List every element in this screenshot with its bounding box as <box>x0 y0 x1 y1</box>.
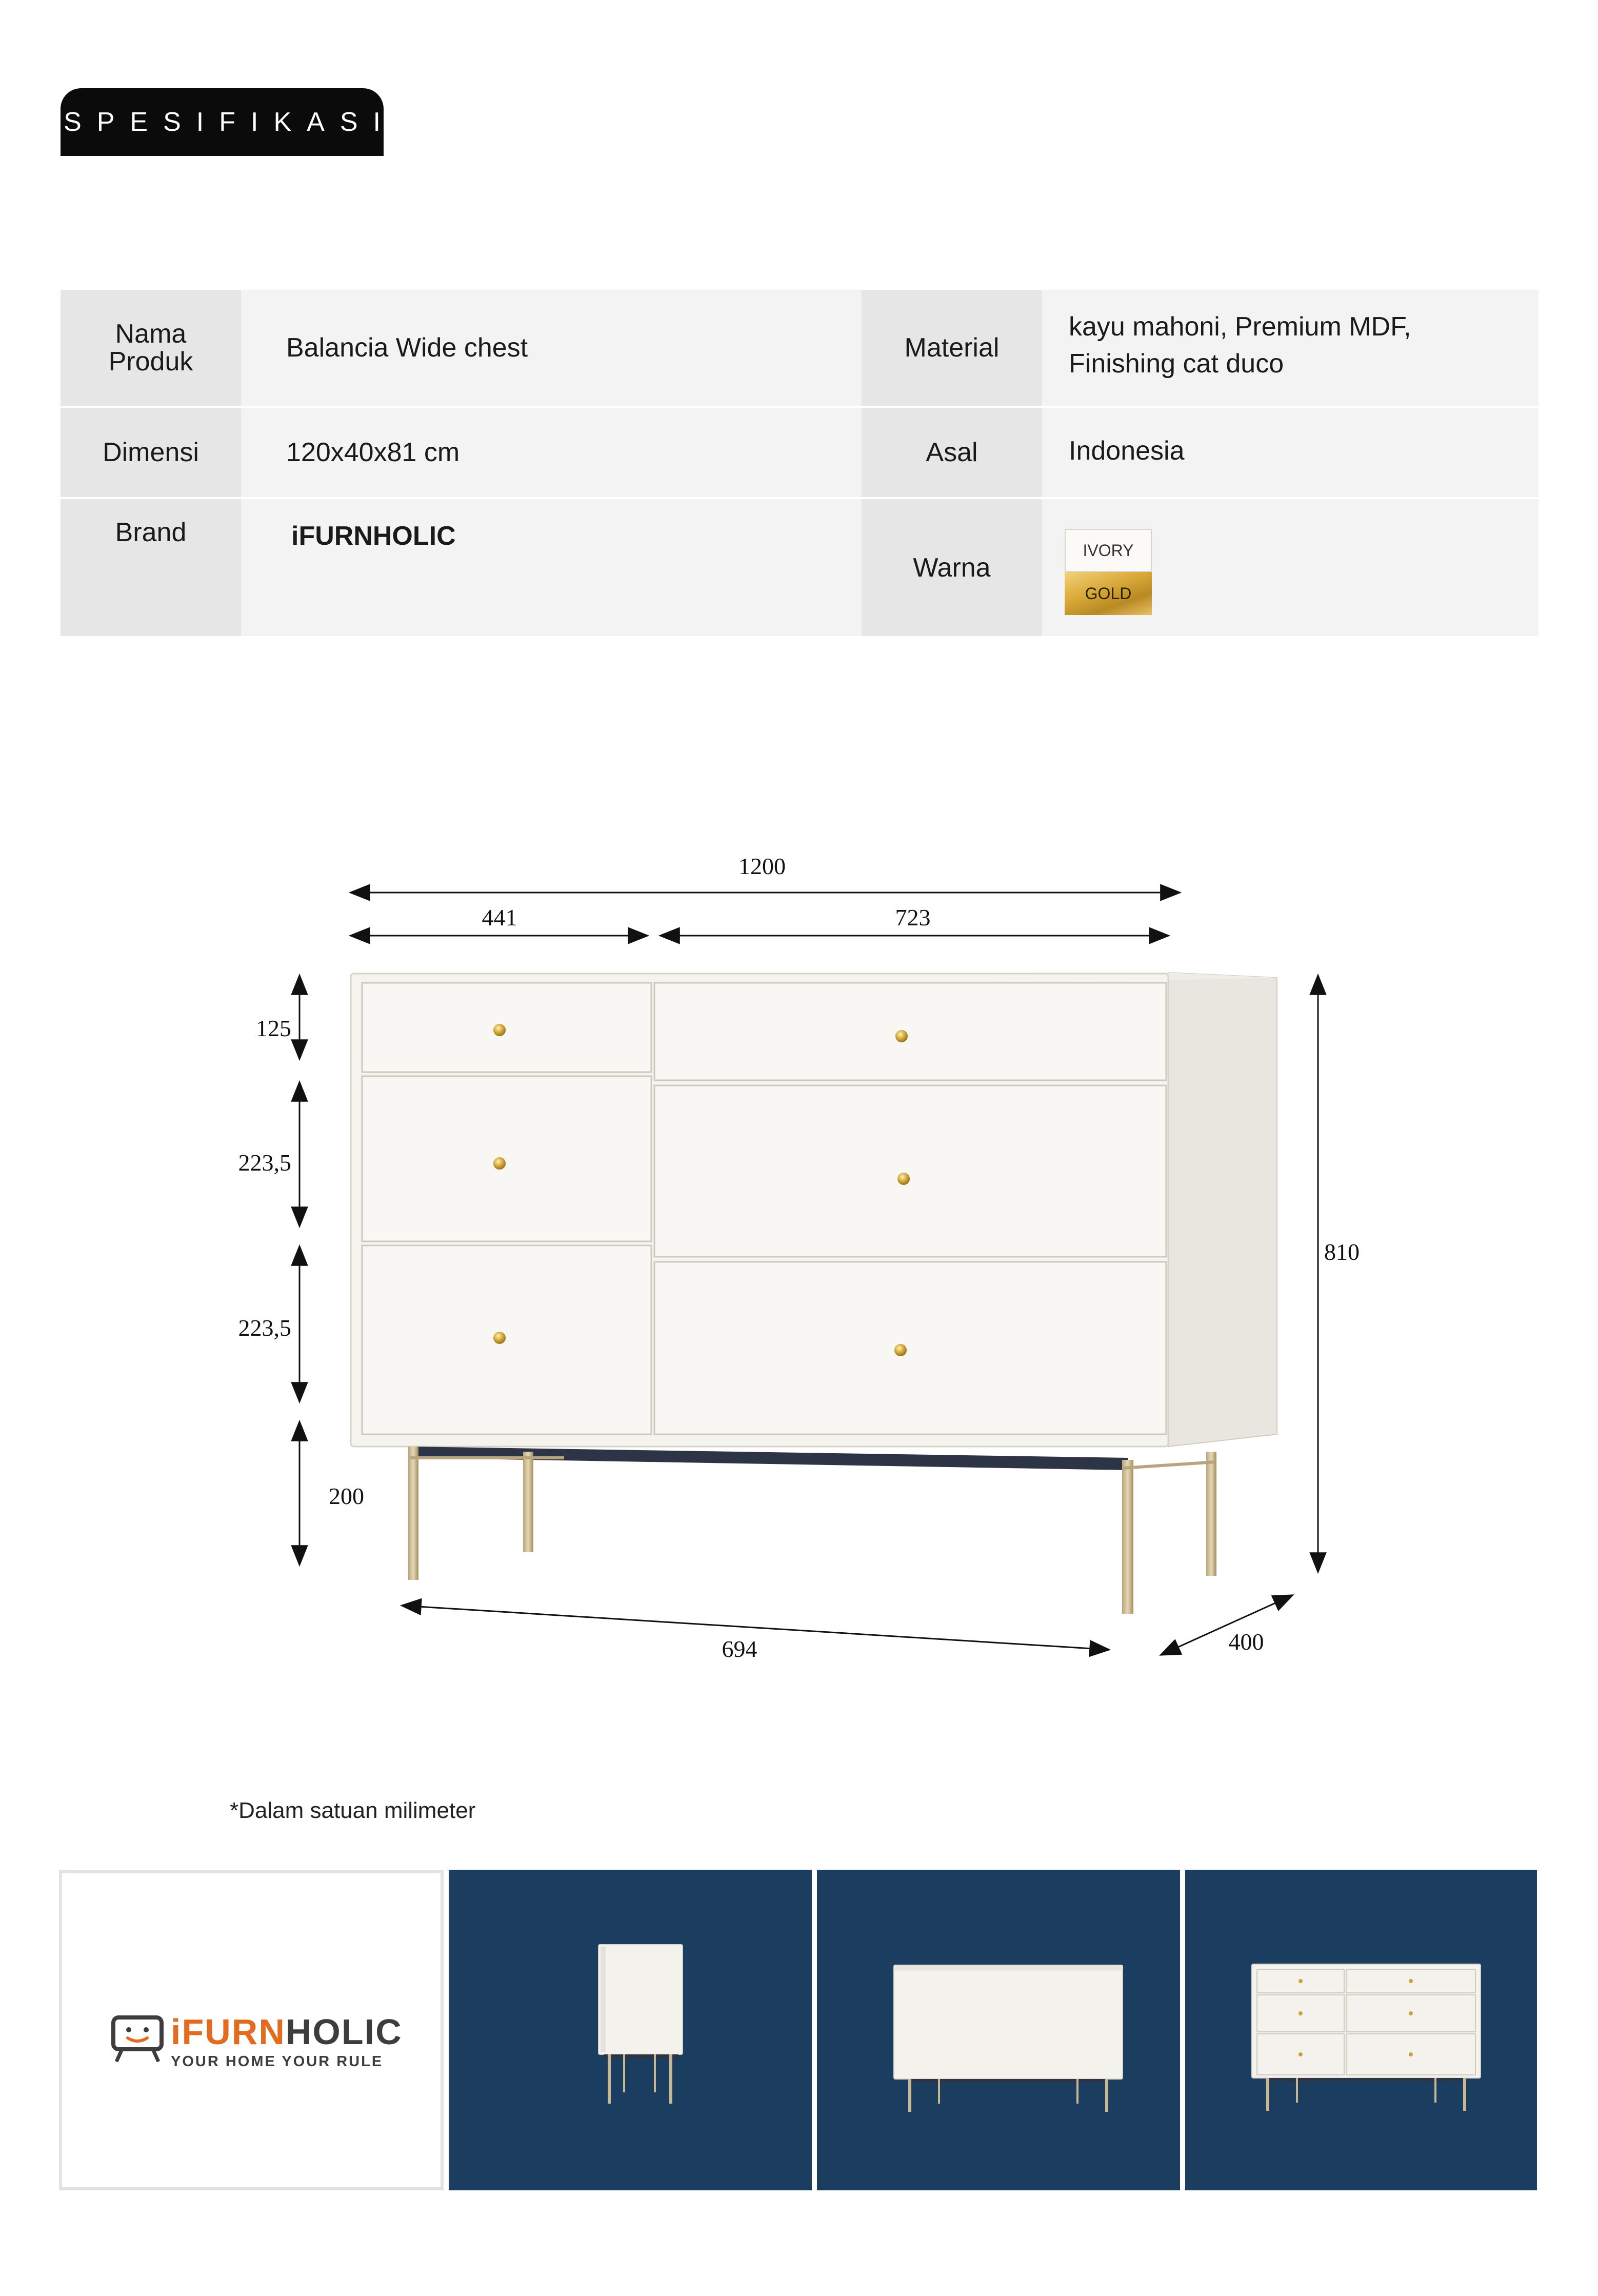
spec-value-brand: iFURNHOLIC <box>241 499 862 636</box>
color-ivory: IVORY <box>1065 529 1152 572</box>
spec-label-material: Material <box>862 290 1042 406</box>
dim-total-height: 810 <box>1324 1239 1360 1265</box>
spec-value-origin: Indonesia <box>1042 408 1539 497</box>
section-title: SPESIFIKASI <box>64 107 396 137</box>
spec-label-color: Warna <box>862 499 1042 636</box>
spec-value-material: kayu mahoni, Premium MDF, Finishing cat duco <box>1042 290 1539 406</box>
spec-label-origin: Asal <box>862 408 1042 497</box>
dim-top-drawer: 125 <box>256 1015 291 1041</box>
tv-icon <box>109 2013 166 2065</box>
brand-name: iFURNHOLIC <box>171 2012 403 2052</box>
brand-tagline: YOUR HOME YOUR RULE <box>171 2053 384 2070</box>
back-view-image <box>817 1870 1180 2190</box>
dim-base-width: 694 <box>722 1636 757 1662</box>
spec-value-product-name: Balancia Wide chest <box>241 290 862 406</box>
spec-label-dimension: Dimensi <box>61 408 241 497</box>
dimension-diagram <box>0 810 1598 1683</box>
unit-note: *Dalam satuan milimeter <box>230 1798 476 1823</box>
brand-logo-box <box>59 1870 444 2190</box>
color-swatch <box>1065 529 1152 615</box>
dim-right-width: 723 <box>895 904 931 931</box>
spec-value-dimension: 120x40x81 cm <box>241 408 862 497</box>
dim-total-width: 1200 <box>738 853 786 879</box>
color-gold: GOLD <box>1065 572 1152 615</box>
spec-label-brand: Brand <box>61 499 241 636</box>
side-view-image <box>449 1870 812 2190</box>
product-view-front <box>1185 1870 1537 2190</box>
product-views-strip <box>59 1870 1537 2190</box>
dim-left-width: 441 <box>482 904 517 931</box>
section-header <box>61 88 396 156</box>
front-view-image <box>1185 1870 1537 2190</box>
spec-value-color <box>1042 499 1539 636</box>
spec-table <box>61 290 1539 636</box>
dim-depth: 400 <box>1228 1629 1264 1655</box>
product-view-back <box>817 1870 1180 2190</box>
spec-label-product-name: Nama Produk <box>61 290 241 406</box>
product-view-side <box>449 1870 812 2190</box>
dim-leg-height: 200 <box>329 1483 364 1509</box>
dim-bottom-drawer: 223,5 <box>238 1315 291 1341</box>
chest-drawing <box>0 810 1598 1683</box>
dim-mid-drawer: 223,5 <box>238 1150 291 1176</box>
